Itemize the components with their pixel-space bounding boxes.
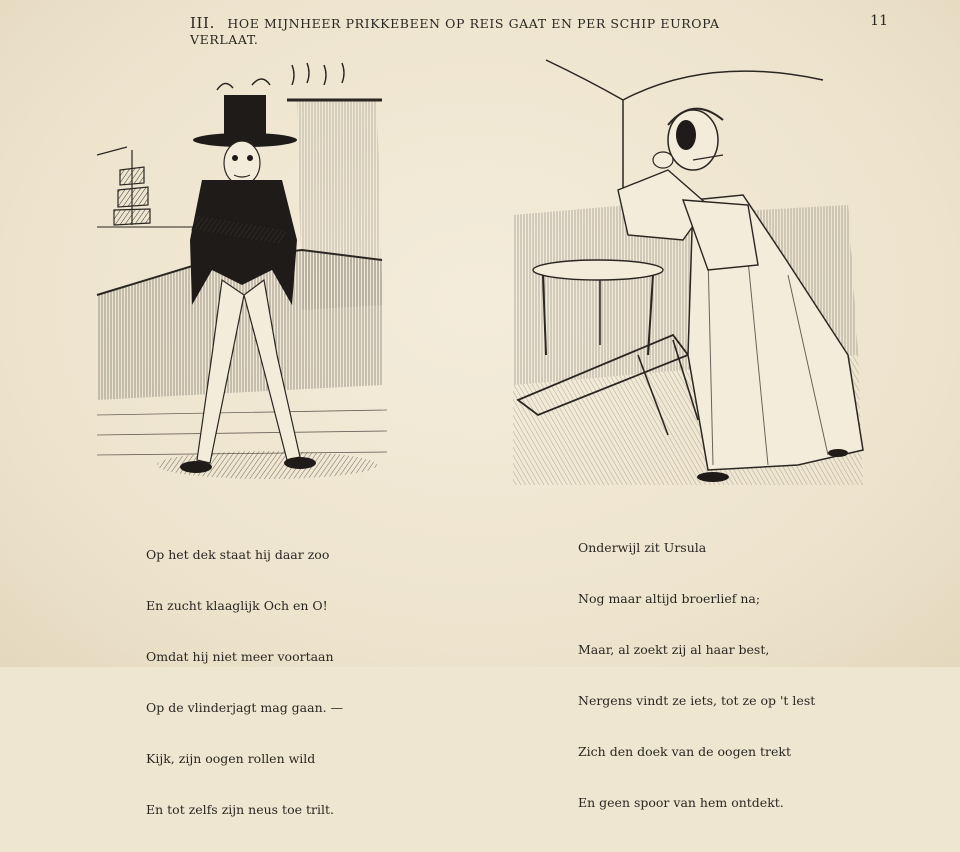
- verse-line: En zucht klaaglijk Och en O!: [146, 598, 328, 613]
- verse-line: Kijk, zijn oogen rollen wild: [146, 751, 316, 766]
- verse-line: Omdat hij niet meer voortaan: [146, 649, 334, 664]
- verse-line: Maar, al zoekt zij al haar best,: [578, 642, 770, 657]
- illustration-ursula: [508, 55, 878, 495]
- engraving-ursula-searching: [508, 55, 878, 495]
- page-number: 11: [870, 13, 888, 29]
- illustration-man-on-deck: [92, 55, 392, 490]
- engraving-man-on-deck: [92, 55, 392, 490]
- verse-line: En tot zelfs zijn neus toe trilt.: [146, 802, 334, 817]
- verse-line: Op de vlinderjagt mag gaan. —: [146, 700, 344, 715]
- page-header: [190, 14, 790, 47]
- verse-line: Zich den doek van de oogen trekt: [578, 744, 791, 759]
- verse-line: Nog maar altijd broerlief na;: [578, 591, 761, 606]
- verse-left: [146, 512, 343, 852]
- verse-line: Onderwijl zit Ursula: [578, 540, 707, 555]
- verse-line: Nergens vindt ze iets, tot ze op 't lest: [578, 693, 816, 708]
- chapter-number: III.: [190, 14, 215, 32]
- verse-line: Op het dek staat hij daar zoo: [146, 547, 330, 562]
- verse-right: [578, 505, 815, 845]
- verse-line: En geen spoor van hem ontdekt.: [578, 795, 784, 810]
- chapter-title: HOE MIJNHEER PRIKKEBEEN OP REIS GAAT EN PER SCHIP EUROPA VERLAAT.: [190, 16, 720, 47]
